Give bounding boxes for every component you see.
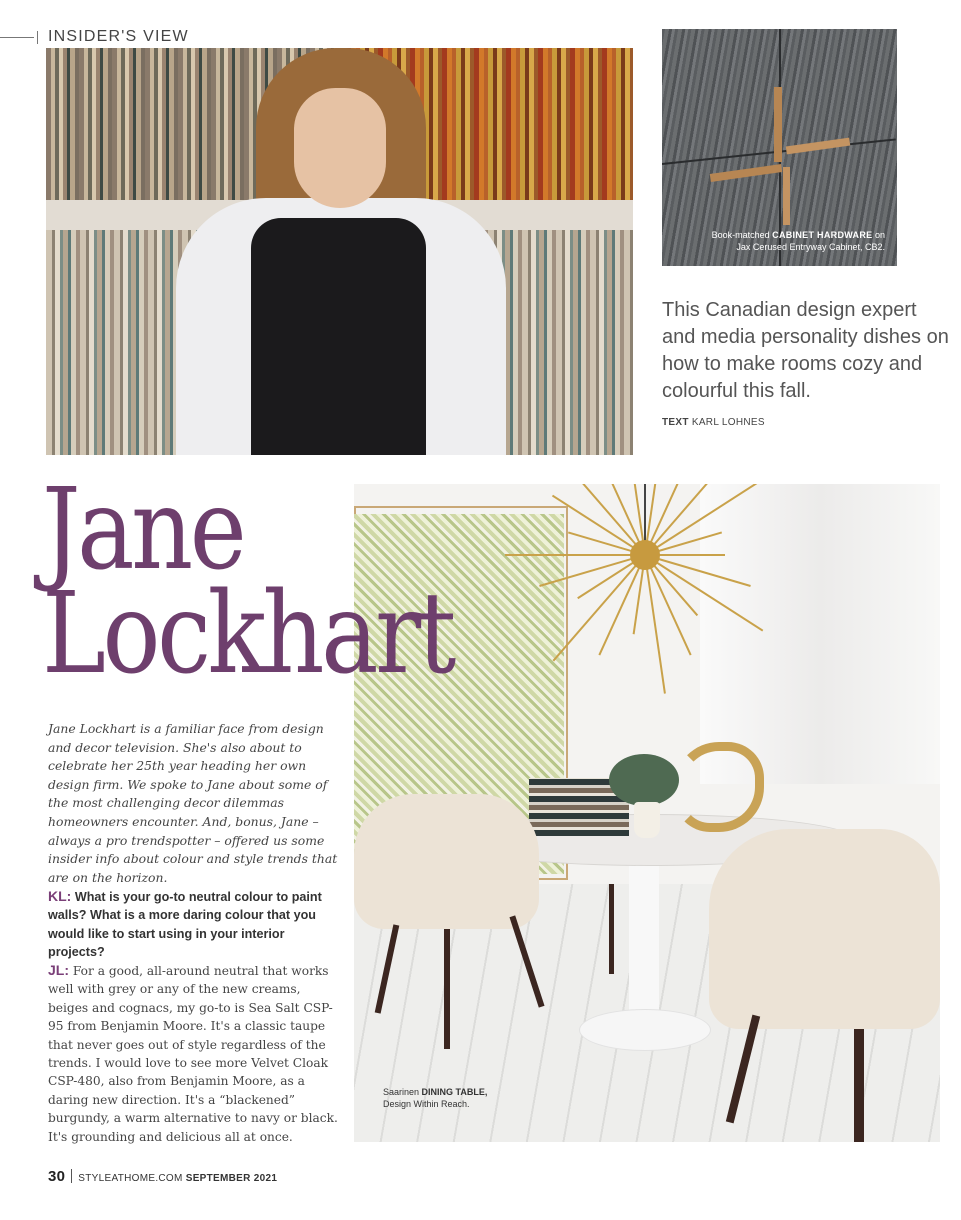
brass-pull	[774, 87, 782, 162]
answer-text: For a good, all-around neutral that works well with grey or any of the new creams, beiges and cognacs, my go-to is Sea Salt CSP-95 from Benjamin Moore. It's a classic taupe that never goes out of style regardless of the trends. I would love to see more Velvet Cloak CSP-480, also from Benjamin Moore, as a daring new direction. It's a “blackened” burgundy, a warm alternative to navy or black. It's grounding and delicious all at once.	[48, 964, 338, 1144]
cabinet-caption	[665, 229, 885, 253]
brass-pull	[783, 167, 790, 225]
footer-issue: SEPTEMBER 2021	[185, 1173, 278, 1184]
brass-pull	[786, 138, 850, 155]
section-rule	[0, 37, 34, 38]
portrait-photo	[46, 48, 633, 455]
answer-tag: JL:	[48, 962, 69, 978]
question-tag: KL:	[48, 888, 72, 904]
page-number: 30	[48, 1168, 66, 1185]
title-last-name: Lockhart	[42, 569, 453, 699]
caption-text: on	[874, 230, 885, 240]
lead-paragraph: Jane Lockhart is a familiar face from design and decor television. She's also about to celebrate her 25th year heading her own design firm. We spoke to Jane about some of the most challenging decor dilemmas homeowners encounter. And, bonus, Jane – always a pro trendspotter – offered us some insider info about colour and style trends that are on the horizon.	[48, 721, 338, 885]
brass-pull	[710, 164, 782, 182]
vase	[634, 802, 660, 838]
person-face	[294, 88, 386, 208]
chair-right	[709, 829, 940, 1029]
footer-site: STYLEATHOME.COM	[78, 1173, 183, 1184]
caption-text: Saarinen	[383, 1087, 420, 1097]
person-vest	[251, 218, 426, 455]
byline	[662, 417, 765, 428]
chandelier-arm	[505, 554, 645, 556]
caption-text: Design Within Reach.	[383, 1099, 470, 1109]
dining-caption	[383, 1086, 487, 1110]
page-footer	[48, 1168, 277, 1185]
question-text: What is your go-to neutral colour to paint walls? What is a more daring colour that you would like to start using in your interior projects?	[48, 890, 322, 960]
cabinet-hardware-photo	[662, 29, 897, 266]
table-pedestal	[629, 859, 659, 1029]
plant	[609, 754, 679, 806]
footer-divider	[71, 1169, 72, 1183]
byline-label: TEXT	[662, 417, 689, 428]
chair-left	[354, 794, 539, 929]
table-base	[579, 1009, 711, 1051]
caption-text: Book-matched	[711, 230, 770, 240]
article-title	[42, 465, 453, 699]
section-tick	[37, 31, 38, 44]
curtain	[700, 484, 940, 784]
chair-leg	[854, 1029, 864, 1142]
caption-bold: CABINET HARDWARE	[772, 230, 873, 240]
chair-leg	[444, 929, 450, 1049]
interview-question	[48, 887, 338, 962]
chandelier-rod	[644, 484, 646, 542]
section-label: INSIDER'S VIEW	[48, 28, 189, 45]
brass-sculpture	[674, 742, 764, 832]
title-first-name: Jane	[42, 465, 244, 595]
intro-deck: This Canadian design expert and media personality dishes on how to make rooms cozy and colourful this fall.	[662, 299, 949, 402]
byline-name: KARL LOHNES	[691, 417, 765, 428]
chandelier-core	[630, 540, 660, 570]
caption-bold: DINING TABLE,	[421, 1087, 488, 1097]
caption-text: Jax Cerused Entryway Cabinet, CB2.	[736, 242, 885, 252]
interview-answer	[48, 961, 338, 1146]
